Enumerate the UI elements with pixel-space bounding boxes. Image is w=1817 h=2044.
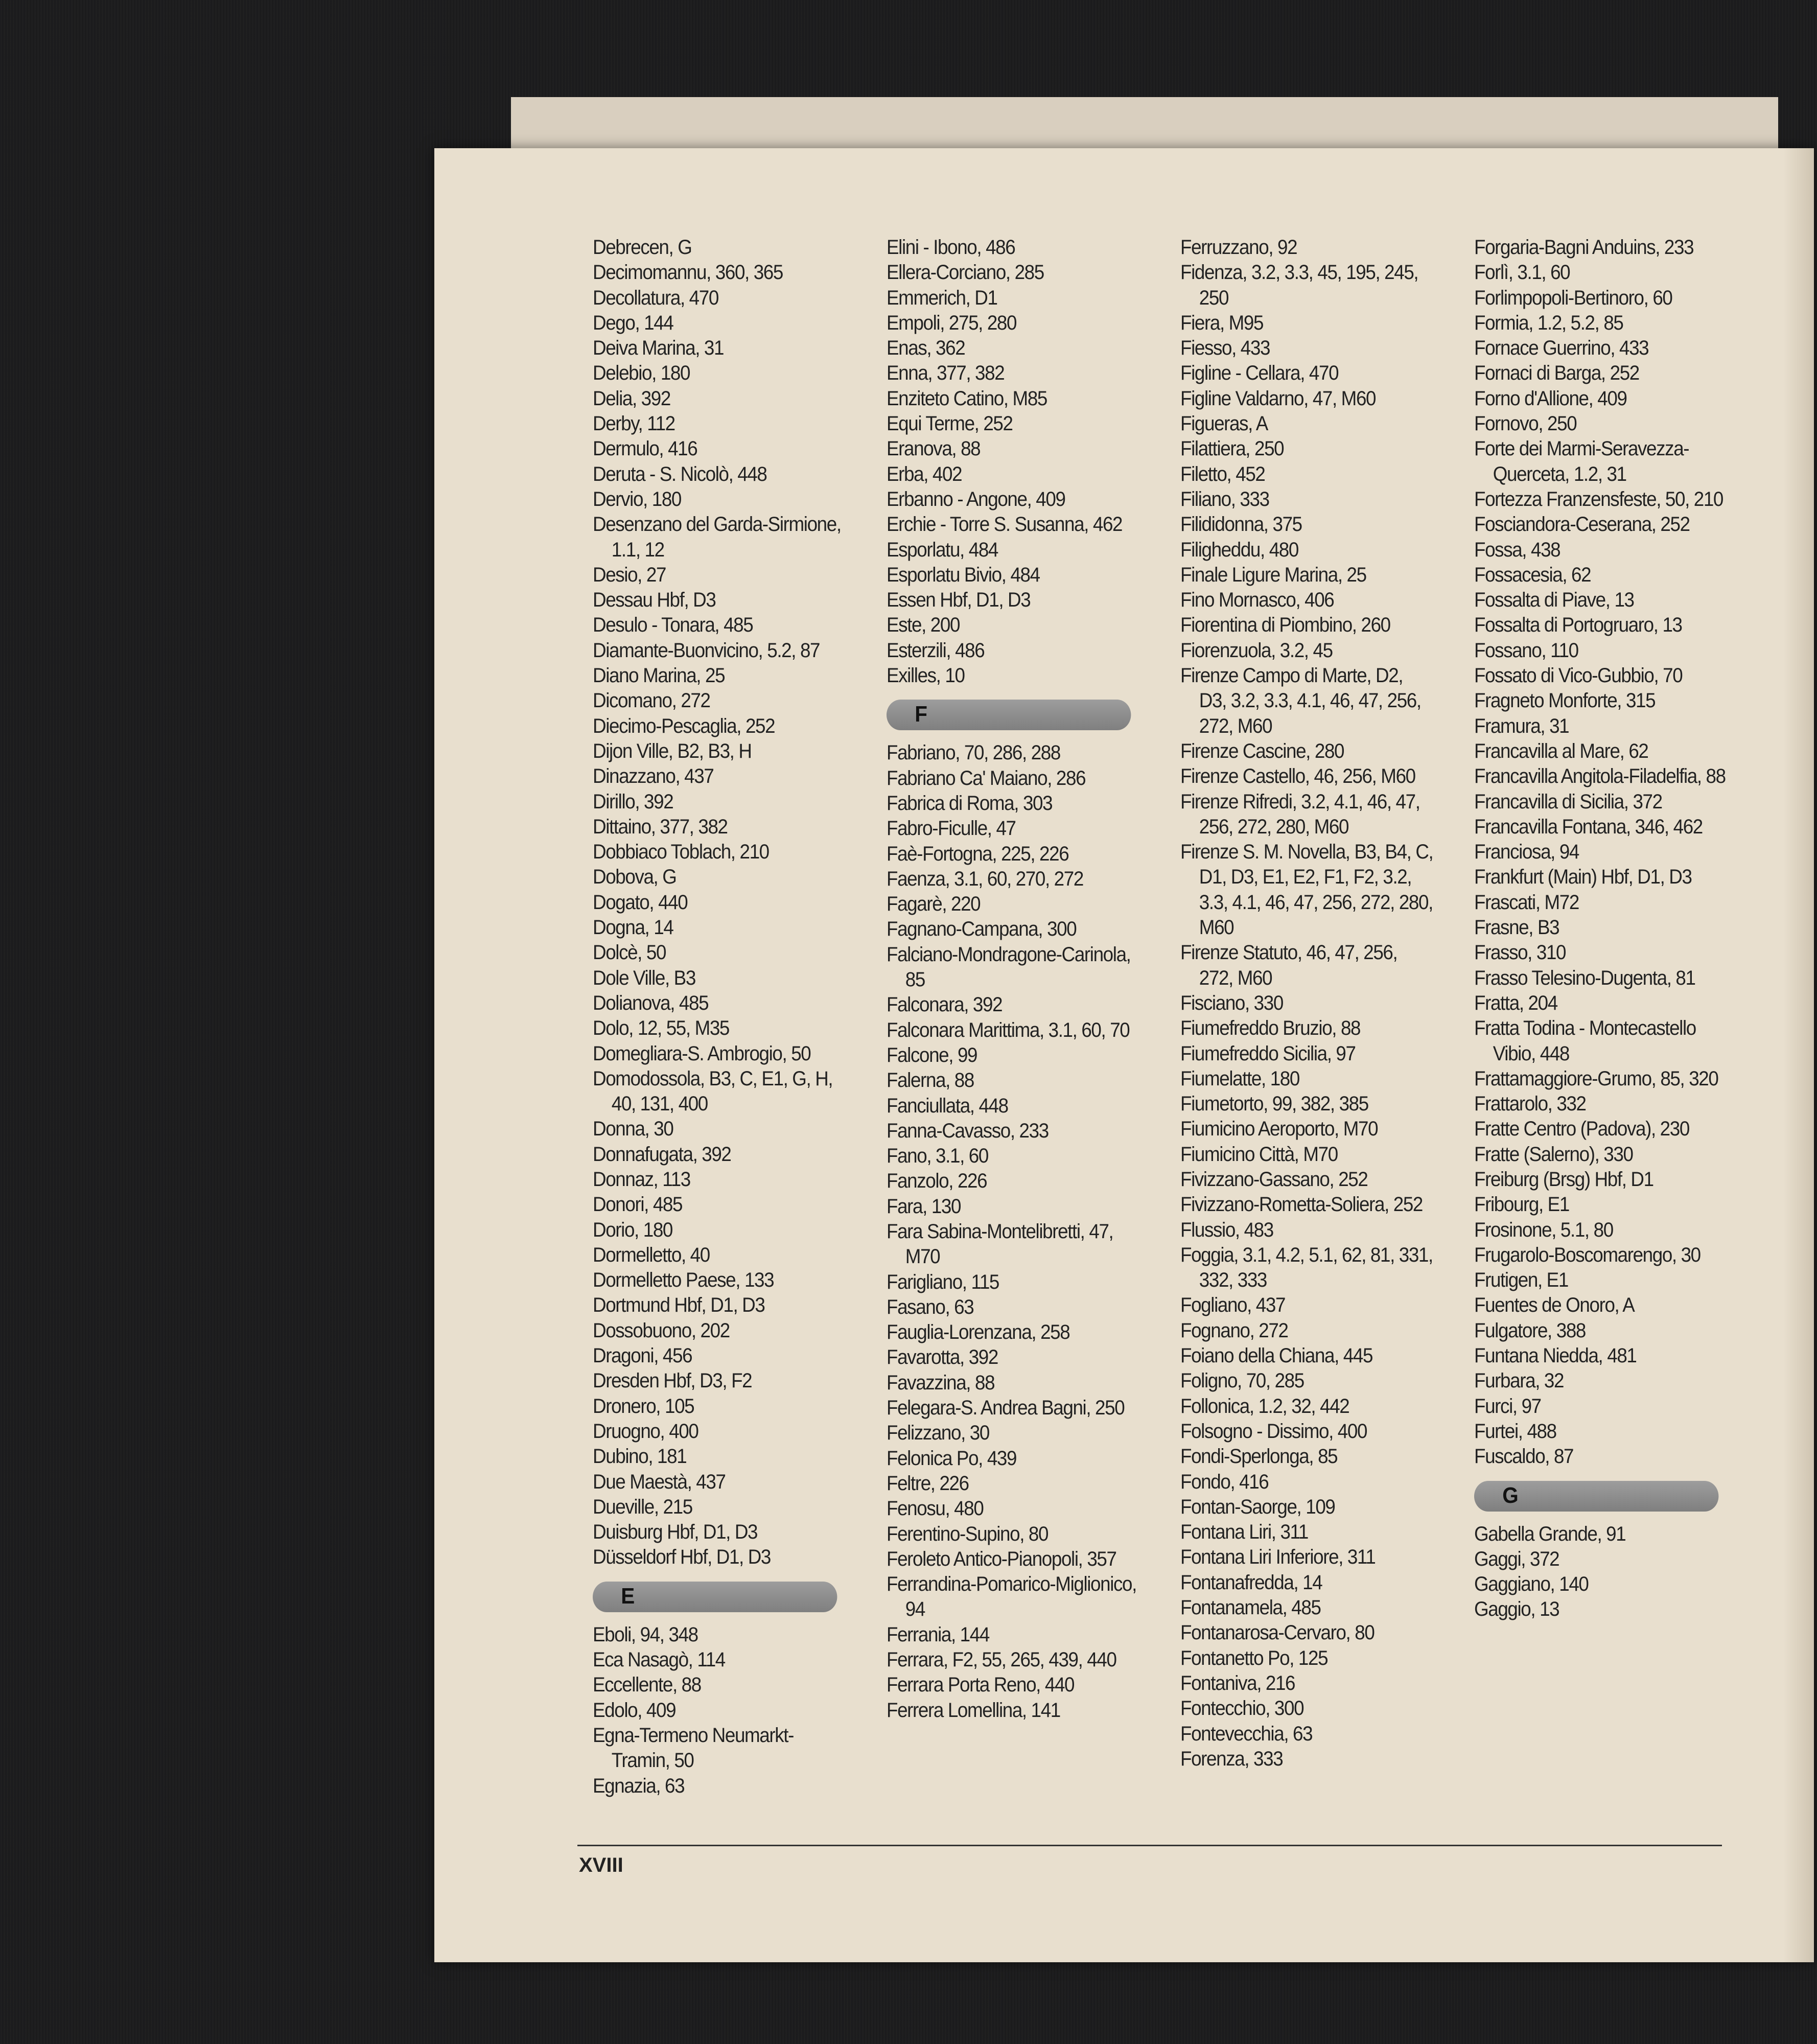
index-entry: Donnafugata, 392 — [593, 1143, 731, 1166]
index-entry: Dessau Hbf, D3 — [593, 589, 716, 612]
index-entry: Gabella Grande, 91 — [1474, 1522, 1626, 1545]
index-entry: Dijon Ville, B2, B3, H — [593, 739, 752, 762]
index-entry: Fiumefreddo Bruzio, 88 — [1180, 1017, 1361, 1040]
index-entry: Firenze Cascine, 280 — [1180, 739, 1344, 762]
index-entry: Fara Sabina-Montelibretti, 47, M70 — [887, 1220, 1113, 1268]
index-entry: Donori, 485 — [593, 1193, 683, 1216]
index-entry: Erba, 402 — [887, 462, 962, 485]
index-entry: Fontaniva, 216 — [1180, 1671, 1295, 1694]
index-entry: Dueville, 215 — [593, 1495, 692, 1518]
index-entry: Fontana Liri, 311 — [1180, 1521, 1308, 1544]
index-entry: Fontanarosa-Cervaro, 80 — [1180, 1621, 1375, 1644]
index-entry: Falerna, 88 — [887, 1069, 974, 1092]
index-entry: Falcone, 99 — [887, 1043, 977, 1066]
index-entry: Forlì, 3.1, 60 — [1474, 261, 1570, 284]
index-entry: Foligno, 70, 285 — [1180, 1369, 1304, 1392]
index-entry: Fortezza Franzensfeste, 50, 210 — [1474, 487, 1723, 510]
index-entry: Dronero, 105 — [593, 1395, 694, 1418]
index-entry: Dolo, 12, 55, M35 — [593, 1017, 730, 1040]
index-entry: Desenzano del Garda-Sirmione, 1.1, 12 — [593, 513, 841, 561]
index-entry: Dragoni, 456 — [593, 1344, 692, 1367]
page-edge — [1783, 148, 1814, 1962]
index-entry: Desulo - Tonara, 485 — [593, 614, 753, 637]
index-entry: Felonica Po, 439 — [887, 1447, 1017, 1470]
index-entry: Ellera-Corciano, 285 — [887, 261, 1044, 284]
index-entry: Fratta, 204 — [1474, 991, 1557, 1014]
index-entry: Forenza, 333 — [1180, 1747, 1283, 1770]
index-entry: Fossalta di Portogruaro, 13 — [1474, 614, 1682, 637]
index-entry: Feroleto Antico-Pianopoli, 357 — [887, 1547, 1116, 1570]
index-entry: Frankfurt (Main) Hbf, D1, D3 — [1474, 866, 1692, 889]
index-entry: Erchie - Torre S. Susanna, 462 — [887, 513, 1123, 536]
index-entry: Fondo, 416 — [1180, 1470, 1269, 1493]
index-entry: Fontanafredda, 14 — [1180, 1571, 1322, 1594]
index-entry: Dormelletto, 40 — [593, 1243, 710, 1266]
index-entry: Dirillo, 392 — [593, 790, 673, 813]
index-entry: Fagarè, 220 — [887, 893, 981, 916]
index-entry: Fabriano Ca' Maiano, 286 — [887, 766, 1086, 789]
index-entry: Furtei, 488 — [1474, 1420, 1556, 1443]
index-entry: Felegara-S. Andrea Bagni, 250 — [887, 1397, 1125, 1420]
bottom-rule — [577, 1845, 1722, 1846]
index-entry: Fontanetto Po, 125 — [1180, 1646, 1328, 1669]
index-entry: Ferrara, F2, 55, 265, 439, 440 — [887, 1648, 1116, 1671]
index-entry: Diano Marina, 25 — [593, 664, 725, 687]
index-entry: Frugarolo-Boscomarengo, 30 — [1474, 1243, 1700, 1266]
index-entry: Ferruzzano, 92 — [1180, 236, 1297, 259]
index-entry: Dego, 144 — [593, 311, 673, 334]
index-entry: Fisciano, 330 — [1180, 991, 1283, 1014]
index-entry: Frosinone, 5.1, 80 — [1474, 1218, 1613, 1241]
index-entry: Fornaci di Barga, 252 — [1474, 362, 1639, 385]
index-entry: Falconara Marittima, 3.1, 60, 70 — [887, 1018, 1130, 1041]
index-entry: Fontecchio, 300 — [1180, 1697, 1304, 1720]
index-entry: Frasso Telesino-Dugenta, 81 — [1474, 966, 1695, 989]
index-entry: Eca Nasagò, 114 — [593, 1648, 725, 1671]
index-entry: Fagnano-Campana, 300 — [887, 918, 1077, 941]
index-entry: Fosciandora-Ceserana, 252 — [1474, 513, 1690, 536]
index-entry: Fratte (Salerno), 330 — [1474, 1143, 1633, 1166]
index-entry: Ferrara Porta Reno, 440 — [887, 1674, 1075, 1697]
index-entry: Diecimo-Pescaglia, 252 — [593, 714, 775, 737]
index-entry: Fuentes de Onoro, A — [1474, 1294, 1635, 1317]
index-entry: Fondi-Sperlonga, 85 — [1180, 1445, 1338, 1468]
index-entry: Enna, 377, 382 — [887, 362, 1005, 385]
index-entry: Fiumelatte, 180 — [1180, 1067, 1299, 1090]
index-entry: Freiburg (Brsg) Hbf, D1 — [1474, 1168, 1653, 1191]
index-entry: Emmerich, D1 — [887, 286, 997, 309]
index-entry: Dobova, G — [593, 866, 677, 889]
index-entry: Dole Ville, B3 — [593, 966, 695, 989]
index-entry: Donnaz, 113 — [593, 1168, 690, 1191]
index-entry: Fornovo, 250 — [1474, 412, 1577, 435]
index-entry: Feltre, 226 — [887, 1472, 969, 1495]
index-entry: Folsogno - Dissimo, 400 — [1180, 1420, 1367, 1443]
index-entry: Foiano della Chiana, 445 — [1180, 1344, 1373, 1367]
index-entry: Francavilla Fontana, 346, 462 — [1474, 815, 1703, 838]
index-entry: Francavilla al Mare, 62 — [1474, 739, 1648, 762]
index-entry: Fulgatore, 388 — [1474, 1319, 1586, 1342]
index-entry: Gaggio, 13 — [1474, 1598, 1559, 1621]
index-entry: Eboli, 94, 348 — [593, 1623, 698, 1646]
page-number: XVIII — [579, 1854, 623, 1876]
index-entry: Fiorentina di Piombino, 260 — [1180, 614, 1390, 637]
index-entry: Finale Ligure Marina, 25 — [1180, 563, 1366, 586]
index-entry: Fossacesia, 62 — [1474, 563, 1591, 586]
index-entry: Edolo, 409 — [593, 1699, 676, 1722]
index-column-2 — [887, 235, 1140, 1723]
index-entry: Dittaino, 377, 382 — [593, 815, 728, 838]
index-entry: Falciano-Mondragone-Carinola, 85 — [887, 943, 1131, 991]
index-entry: Diamante-Buonvicino, 5.2, 87 — [593, 639, 820, 662]
index-entry: Francavilla di Sicilia, 372 — [1474, 790, 1662, 813]
index-entry: Firenze Rifredi, 3.2, 4.1, 46, 47, 256, 272, 280, M60 — [1180, 790, 1420, 838]
index-entry: Franciosa, 94 — [1474, 841, 1579, 864]
index-entry: Fribourg, E1 — [1474, 1193, 1569, 1216]
index-entry: Frutigen, E1 — [1474, 1269, 1568, 1292]
index-entry: Eccellente, 88 — [593, 1674, 701, 1697]
index-entry: Fara, 130 — [887, 1195, 961, 1218]
index-entry: Follonica, 1.2, 32, 442 — [1180, 1395, 1349, 1418]
index-entry: Fossa, 438 — [1474, 538, 1560, 561]
index-entry: Dortmund Hbf, D1, D3 — [593, 1294, 765, 1317]
index-entry: Dresden Hbf, D3, F2 — [593, 1369, 752, 1392]
index-entry: Forlimpopoli-Bertinoro, 60 — [1474, 286, 1672, 309]
index-entry: Filiano, 333 — [1180, 487, 1269, 510]
index-entry: Dermulo, 416 — [593, 437, 697, 460]
letter-header-label: E — [621, 1583, 635, 1609]
index-entry: Fanciullata, 448 — [887, 1094, 1008, 1117]
index-entry: Fossalta di Piave, 13 — [1474, 589, 1634, 612]
index-entry: Frascati, M72 — [1474, 891, 1579, 914]
index-entry: Gaggi, 372 — [1474, 1547, 1559, 1570]
index-column-1 — [593, 235, 847, 1799]
index-entry: Delia, 392 — [593, 387, 670, 410]
index-entry: Equi Terme, 252 — [887, 412, 1013, 435]
index-entry: Dervio, 180 — [593, 487, 682, 510]
index-entry: Druogno, 400 — [593, 1420, 698, 1443]
index-entry: Faenza, 3.1, 60, 270, 272 — [887, 867, 1083, 890]
index-entry: Filigheddu, 480 — [1180, 538, 1298, 561]
index-column-3 — [1180, 235, 1434, 1772]
index-entry: Fuscaldo, 87 — [1474, 1445, 1574, 1468]
index-entry: Egna-Termeno Neumarkt-Tramin, 50 — [593, 1724, 794, 1772]
index-entry: Desio, 27 — [593, 563, 666, 586]
index-entry: Dobbiaco Toblach, 210 — [593, 841, 769, 864]
index-entry: Dormelletto Paese, 133 — [593, 1269, 774, 1292]
letter-header-g — [1474, 1481, 1718, 1512]
index-entry: Fidenza, 3.2, 3.3, 45, 195, 245, 250 — [1180, 261, 1418, 309]
index-entry: Fiumicino Città, M70 — [1180, 1143, 1338, 1166]
index-entry: Esterzili, 486 — [887, 639, 985, 662]
index-entry: Filattiera, 250 — [1180, 437, 1284, 460]
index-entry: Due Maestà, 437 — [593, 1470, 726, 1493]
index-entry: Düsseldorf Hbf, D1, D3 — [593, 1546, 771, 1569]
index-entry: Dicomano, 272 — [593, 689, 710, 712]
index-entry: Dinazzano, 437 — [593, 765, 714, 788]
index-entry: Firenze S. M. Novella, B3, B4, C, D1, D3, E1, E2, F1, F2, 3.2, 3.3, 4.1, 46, 47, 256, 272, 280, M60 — [1180, 841, 1433, 939]
index-entry: Eranova, 88 — [887, 437, 981, 460]
index-entry: Figline Valdarno, 47, M60 — [1180, 387, 1376, 410]
index-entry: Fognano, 272 — [1180, 1319, 1288, 1342]
index-page — [434, 148, 1814, 1962]
index-entry: Fenosu, 480 — [887, 1497, 984, 1520]
index-entry: Farigliano, 115 — [887, 1270, 999, 1293]
index-entry: Deiva Marina, 31 — [593, 337, 724, 360]
index-entry: Fino Mornasco, 406 — [1180, 589, 1334, 612]
index-entry: Filididonna, 375 — [1180, 513, 1302, 536]
index-entry: Figueras, A — [1180, 412, 1268, 435]
index-entry: Funtana Niedda, 481 — [1474, 1344, 1637, 1367]
index-entry: Ferentino-Supino, 80 — [887, 1522, 1049, 1545]
index-entry: Fiorenzuola, 3.2, 45 — [1180, 639, 1333, 662]
index-entry: Fontan-Saorge, 109 — [1180, 1495, 1335, 1518]
index-entry: Frattamaggiore-Grumo, 85, 320 — [1474, 1067, 1718, 1090]
index-entry: Fossato di Vico-Gubbio, 70 — [1474, 664, 1683, 687]
index-entry: Fogliano, 437 — [1180, 1294, 1286, 1317]
letter-header-f — [887, 700, 1131, 730]
index-entry: Domodossola, B3, C, E1, G, H, 40, 131, 400 — [593, 1067, 833, 1116]
index-entry: Foggia, 3.1, 4.2, 5.1, 62, 81, 331, 332, 333 — [1180, 1243, 1433, 1292]
index-entry: Fontanamela, 485 — [1180, 1596, 1321, 1619]
index-entry: Frattarolo, 332 — [1474, 1093, 1586, 1116]
index-entry: Fiumefreddo Sicilia, 97 — [1180, 1042, 1356, 1065]
index-entry: Dogato, 440 — [593, 891, 688, 914]
index-entry: Fontana Liri Inferiore, 311 — [1180, 1546, 1376, 1569]
index-entry: Fontevecchia, 63 — [1180, 1722, 1313, 1745]
index-entry: Falconara, 392 — [887, 993, 1003, 1016]
index-entry: Formia, 1.2, 5.2, 85 — [1474, 311, 1623, 334]
index-entry: Forno d'Allione, 409 — [1474, 387, 1627, 410]
index-entry: Figline - Cellara, 470 — [1180, 362, 1339, 385]
index-entry: Decollatura, 470 — [593, 286, 718, 309]
index-entry: Fauglia-Lorenzana, 258 — [887, 1321, 1070, 1344]
index-entry: Delebio, 180 — [593, 362, 690, 385]
index-entry: Furbara, 32 — [1474, 1369, 1564, 1392]
index-entry: Este, 200 — [887, 614, 960, 637]
index-entry: Erbanno - Angone, 409 — [887, 487, 1065, 510]
index-entry: Favazzina, 88 — [887, 1371, 995, 1394]
index-entry: Faè-Fortogna, 225, 226 — [887, 842, 1069, 865]
index-entry: Essen Hbf, D1, D3 — [887, 589, 1031, 612]
index-entry: Fivizzano-Gassano, 252 — [1180, 1168, 1368, 1191]
index-entry: Fasano, 63 — [887, 1295, 974, 1318]
index-entry: Deruta - S. Nicolò, 448 — [593, 462, 767, 485]
letter-header-e — [593, 1582, 837, 1612]
index-entry: Fossano, 110 — [1474, 639, 1578, 662]
index-entry: Dolianova, 485 — [593, 991, 709, 1014]
index-entry: Felizzano, 30 — [887, 1422, 989, 1445]
index-entry: Empoli, 275, 280 — [887, 311, 1017, 334]
index-entry: Decimomannu, 360, 365 — [593, 261, 783, 284]
index-entry: Francavilla Angitola-Filadelfia, 88 — [1474, 765, 1726, 788]
index-entry: Fiumicino Aeroporto, M70 — [1180, 1118, 1378, 1141]
index-entry: Dolcè, 50 — [593, 941, 666, 964]
index-entry: Frasne, B3 — [1474, 916, 1559, 939]
index-entry: Fiera, M95 — [1180, 311, 1264, 334]
index-entry: Egnazia, 63 — [593, 1774, 685, 1797]
index-entry: Fano, 3.1, 60 — [887, 1145, 988, 1168]
index-entry: Enas, 362 — [887, 337, 965, 360]
index-entry: Furci, 97 — [1474, 1395, 1541, 1418]
letter-header-label: G — [1502, 1482, 1519, 1508]
index-entry: Fabrica di Roma, 303 — [887, 792, 1053, 815]
index-entry: Fivizzano-Rometta-Soliera, 252 — [1180, 1193, 1423, 1216]
index-column-4 — [1474, 235, 1728, 1622]
letter-header-label: F — [915, 702, 927, 727]
index-entry: Derby, 112 — [593, 412, 675, 435]
index-entry: Ferrera Lomellina, 141 — [887, 1699, 1060, 1722]
index-entry: Fanna-Cavasso, 233 — [887, 1119, 1049, 1142]
index-entry: Duisburg Hbf, D1, D3 — [593, 1521, 758, 1544]
index-entry: Fiumetorto, 99, 382, 385 — [1180, 1093, 1368, 1116]
index-entry: Framura, 31 — [1474, 714, 1569, 737]
index-entry: Filetto, 452 — [1180, 462, 1265, 485]
index-entry: Fabriano, 70, 286, 288 — [887, 741, 1060, 764]
index-entry: Frasso, 310 — [1474, 941, 1566, 964]
index-entry: Favarotta, 392 — [887, 1346, 998, 1369]
index-entry: Ferrania, 144 — [887, 1623, 989, 1646]
index-entry: Elini - Ibono, 486 — [887, 236, 1015, 259]
index-entry: Firenze Statuto, 46, 47, 256, 272, M60 — [1180, 941, 1397, 989]
index-entry: Dubino, 181 — [593, 1445, 687, 1468]
index-entry: Debrecen, G — [593, 236, 692, 259]
index-entry: Forte dei Marmi-Seravezza-Querceta, 1.2, 31 — [1474, 437, 1689, 485]
index-entry: Exilles, 10 — [887, 664, 965, 687]
index-entry: Fabro-Ficulle, 47 — [887, 817, 1016, 840]
index-entry: Dogna, 14 — [593, 916, 673, 939]
index-entry: Fanzolo, 226 — [887, 1170, 987, 1193]
index-entry: Gaggiano, 140 — [1474, 1573, 1589, 1596]
index-entry: Dossobuono, 202 — [593, 1319, 730, 1342]
index-entry: Donna, 30 — [593, 1118, 673, 1141]
index-entry: Fornace Guerrino, 433 — [1474, 337, 1649, 360]
index-entry: Fratte Centro (Padova), 230 — [1474, 1118, 1689, 1141]
index-entry: Enziteto Catino, M85 — [887, 387, 1047, 410]
index-entry: Esporlatu Bivio, 484 — [887, 563, 1040, 586]
index-entry: Forgaria-Bagni Anduins, 233 — [1474, 236, 1694, 259]
index-entry: Esporlatu, 484 — [887, 538, 998, 561]
index-entry: Fragneto Monforte, 315 — [1474, 689, 1656, 712]
index-entry: Ferrandina-Pomarico-Miglionico, 94 — [887, 1573, 1136, 1621]
index-entry: Fiesso, 433 — [1180, 337, 1270, 360]
index-entry: Firenze Campo di Marte, D2, D3, 3.2, 3.3, 4.1, 46, 47, 256, 272, M60 — [1180, 664, 1421, 737]
index-entry: Fratta Todina - Montecastello Vibio, 448 — [1474, 1017, 1696, 1065]
index-entry: Firenze Castello, 46, 256, M60 — [1180, 765, 1415, 788]
index-entry: Dorio, 180 — [593, 1218, 672, 1241]
index-entry: Domegliara-S. Ambrogio, 50 — [593, 1042, 811, 1065]
index-entry: Flussio, 483 — [1180, 1218, 1273, 1241]
